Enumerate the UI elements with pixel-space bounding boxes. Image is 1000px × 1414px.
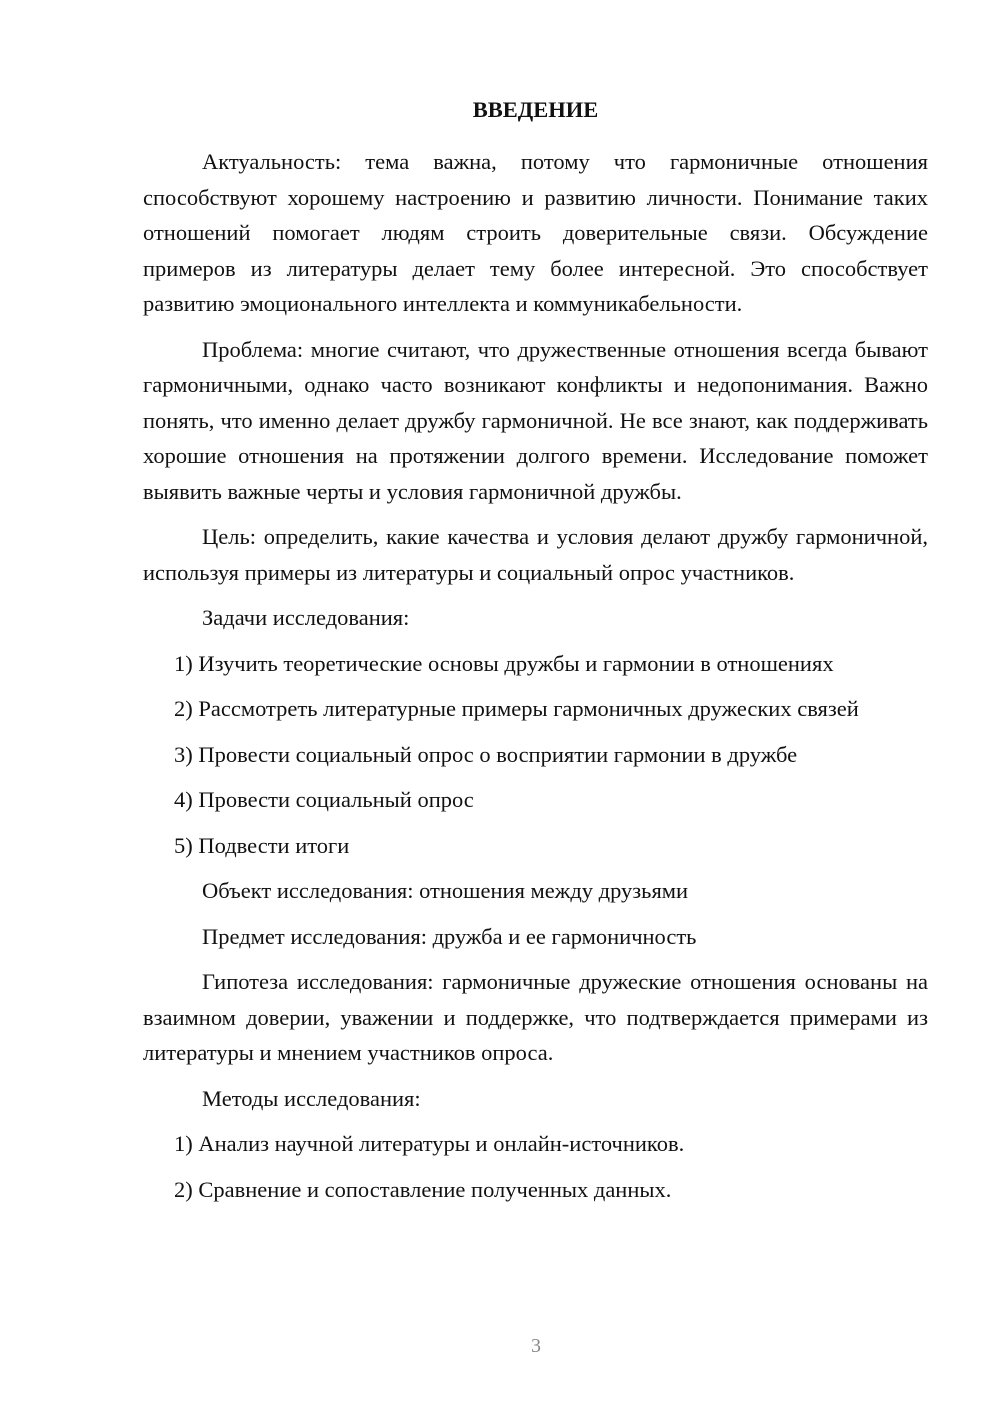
research-subject: Предмет исследования: дружба и ее гармоничность	[202, 923, 697, 949]
task-item: 5) Подвести итоги	[174, 832, 350, 858]
relevance-paragraph: Актуальность: тема важна, потому что гармоничные отношения способствуют хорошему настроению и развитию личности. Понимание таких отношений помогает людям строить доверительные связи. Обсуждение примеров из литературы делает тему более интересной. Это способствует развитию эмоционального интеллекта и коммуникабельности.	[143, 149, 928, 316]
page-number: 3	[531, 1335, 541, 1357]
tasks-title: Задачи исследования:	[202, 605, 410, 630]
method-item: 1) Анализ научной литературы и онлайн-источников.	[174, 1131, 685, 1156]
problem-paragraph: Проблема: многие считают, что дружественные отношения всегда бывают гармоничными, однако часто возникают конфликты и недопонимания. Важно понять, что именно делает дружбу гармоничной. Не все знают, как поддерживать хорошие отношения на протяжении долгого времени. Исследование поможет выявить важные черты и условия гармоничной дружбы.	[143, 336, 928, 504]
task-item: 3) Провести социальный опрос о восприятии гармонии в дружбе	[174, 741, 798, 767]
research-object: Объект исследования: отношения между друзьями	[202, 878, 689, 903]
goal-paragraph: Цель: определить, какие качества и условия делают дружбу гармоничной, используя примеры из литературы и социальный опрос участников.	[143, 524, 928, 585]
method-item: 2) Сравнение и сопоставление полученных данных.	[174, 1176, 672, 1202]
hypothesis-paragraph: Гипотеза исследования: гармоничные дружеские отношения основаны на взаимном доверии, уважении и поддержке, что подтверждается примерами из литературы и мнением участников опроса.	[143, 969, 928, 1065]
task-item: 2) Рассмотреть литературные примеры гармоничных дружеских связей	[174, 696, 859, 721]
task-item: 4) Провести социальный опрос	[174, 787, 474, 812]
section-heading: ВВЕДЕНИЕ	[472, 97, 599, 122]
methods-title: Методы исследования:	[202, 1085, 421, 1111]
page-body	[143, 92, 928, 1217]
task-item: 1) Изучить теоретические основы дружбы и гармонии в отношениях	[174, 650, 834, 676]
